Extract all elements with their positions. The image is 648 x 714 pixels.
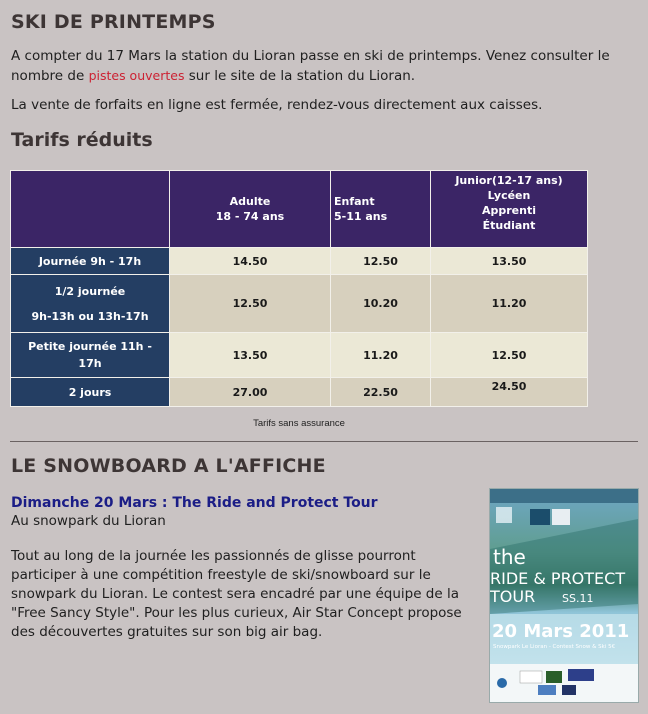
- row-label: [11, 248, 170, 275]
- price-child: 10.20: [331, 275, 431, 333]
- table-row: [11, 333, 588, 378]
- table-row: [11, 248, 588, 275]
- open-slopes-link[interactable]: pistes ouvertes: [88, 68, 185, 83]
- price-junior: 12.50: [431, 333, 588, 378]
- table-row: [11, 378, 588, 407]
- header-junior-lyceen: Lycéen: [487, 189, 531, 202]
- price-adult: 13.50: [170, 333, 331, 378]
- price-child: 11.20: [331, 333, 431, 378]
- row-label-line: 1/2 journée: [54, 284, 126, 298]
- price-adult: 27.00: [170, 378, 331, 407]
- price-child: 12.50: [331, 248, 431, 275]
- header-child: [331, 171, 431, 248]
- table-header-row: [11, 171, 588, 248]
- sales-paragraph: La vente de forfaits en ligne est fermée, rendez-vous directement aux caisses.: [11, 97, 543, 113]
- header-junior-apprenti: Apprenti: [481, 204, 536, 217]
- header-adult: [170, 171, 331, 248]
- row-label-line: 17h: [78, 357, 102, 370]
- row-label: [11, 275, 170, 333]
- insurance-note: Tarifs sans assurance: [253, 418, 345, 429]
- poster-season: SS.11: [562, 592, 594, 605]
- intro-text-start: A compter du 17 Mars la station du Lioran passe en ski de printemps. Venez consulter le nombre de: [11, 48, 610, 84]
- price-junior: 13.50: [431, 248, 588, 275]
- section-divider: [10, 441, 638, 442]
- tariffs-title: Tarifs réduits: [11, 129, 153, 151]
- header-child-label: Enfant: [334, 195, 375, 208]
- event-location: Au snowpark du Lioran: [11, 513, 166, 529]
- snowboard-title: LE SNOWBOARD A L'AFFICHE: [11, 455, 326, 477]
- event-title: Dimanche 20 Mars : The Ride and Protect Tour: [11, 495, 378, 511]
- poster-tour: TOUR: [490, 587, 536, 606]
- poster-ride: RIDE & PROTECT: [490, 569, 626, 588]
- row-label: [11, 333, 170, 378]
- event-description: Tout au long de la journée les passionnés de glisse pourront participer à une compétition freestyle de ski/snowboard sur le snowpark du Lioran. Le contest sera encadré par une équipe de la "Free Sancy Style". Pour les plus curieux, Air Star Concept propose des découvertes gratuites sur son big air bag.: [11, 548, 462, 640]
- poster-subtitle: Snowpark Le Lioran - Contest Snow & Ski 5€: [493, 644, 616, 650]
- header-empty-cell: [11, 171, 170, 248]
- intro-paragraph: [11, 47, 636, 86]
- header-adult-label: Adulte: [229, 195, 271, 208]
- tariffs-table: [10, 170, 588, 407]
- price-adult: 12.50: [170, 275, 331, 333]
- price-child: 22.50: [331, 378, 431, 407]
- row-label-line: 9h-13h ou 13h-17h: [31, 309, 149, 323]
- price-junior: 11.20: [431, 275, 588, 333]
- poster-the: the: [493, 545, 526, 569]
- price-adult: 14.50: [170, 248, 331, 275]
- row-label: [11, 378, 170, 407]
- row-label-line: Petite journée 11h -: [28, 340, 152, 353]
- header-junior: [431, 171, 588, 248]
- intro-text-end: sur le site de la station du Lioran.: [184, 68, 416, 84]
- header-adult-age: 18 - 74 ans: [215, 210, 285, 223]
- event-poster[interactable]: [489, 488, 639, 703]
- header-junior-label: Junior(12-17 ans): [455, 174, 563, 187]
- poster-date: 20 Mars 2011: [492, 621, 630, 642]
- row-label-line: Journée 9h - 17h: [38, 254, 142, 268]
- header-child-age: 5-11 ans: [334, 210, 388, 223]
- header-junior-etudiant: Étudiant: [482, 219, 536, 232]
- page-title: SKI DE PRINTEMPS: [11, 11, 216, 33]
- table-row: [11, 275, 588, 333]
- price-junior: 24.50: [431, 378, 588, 407]
- row-label-line: 2 jours: [68, 385, 112, 399]
